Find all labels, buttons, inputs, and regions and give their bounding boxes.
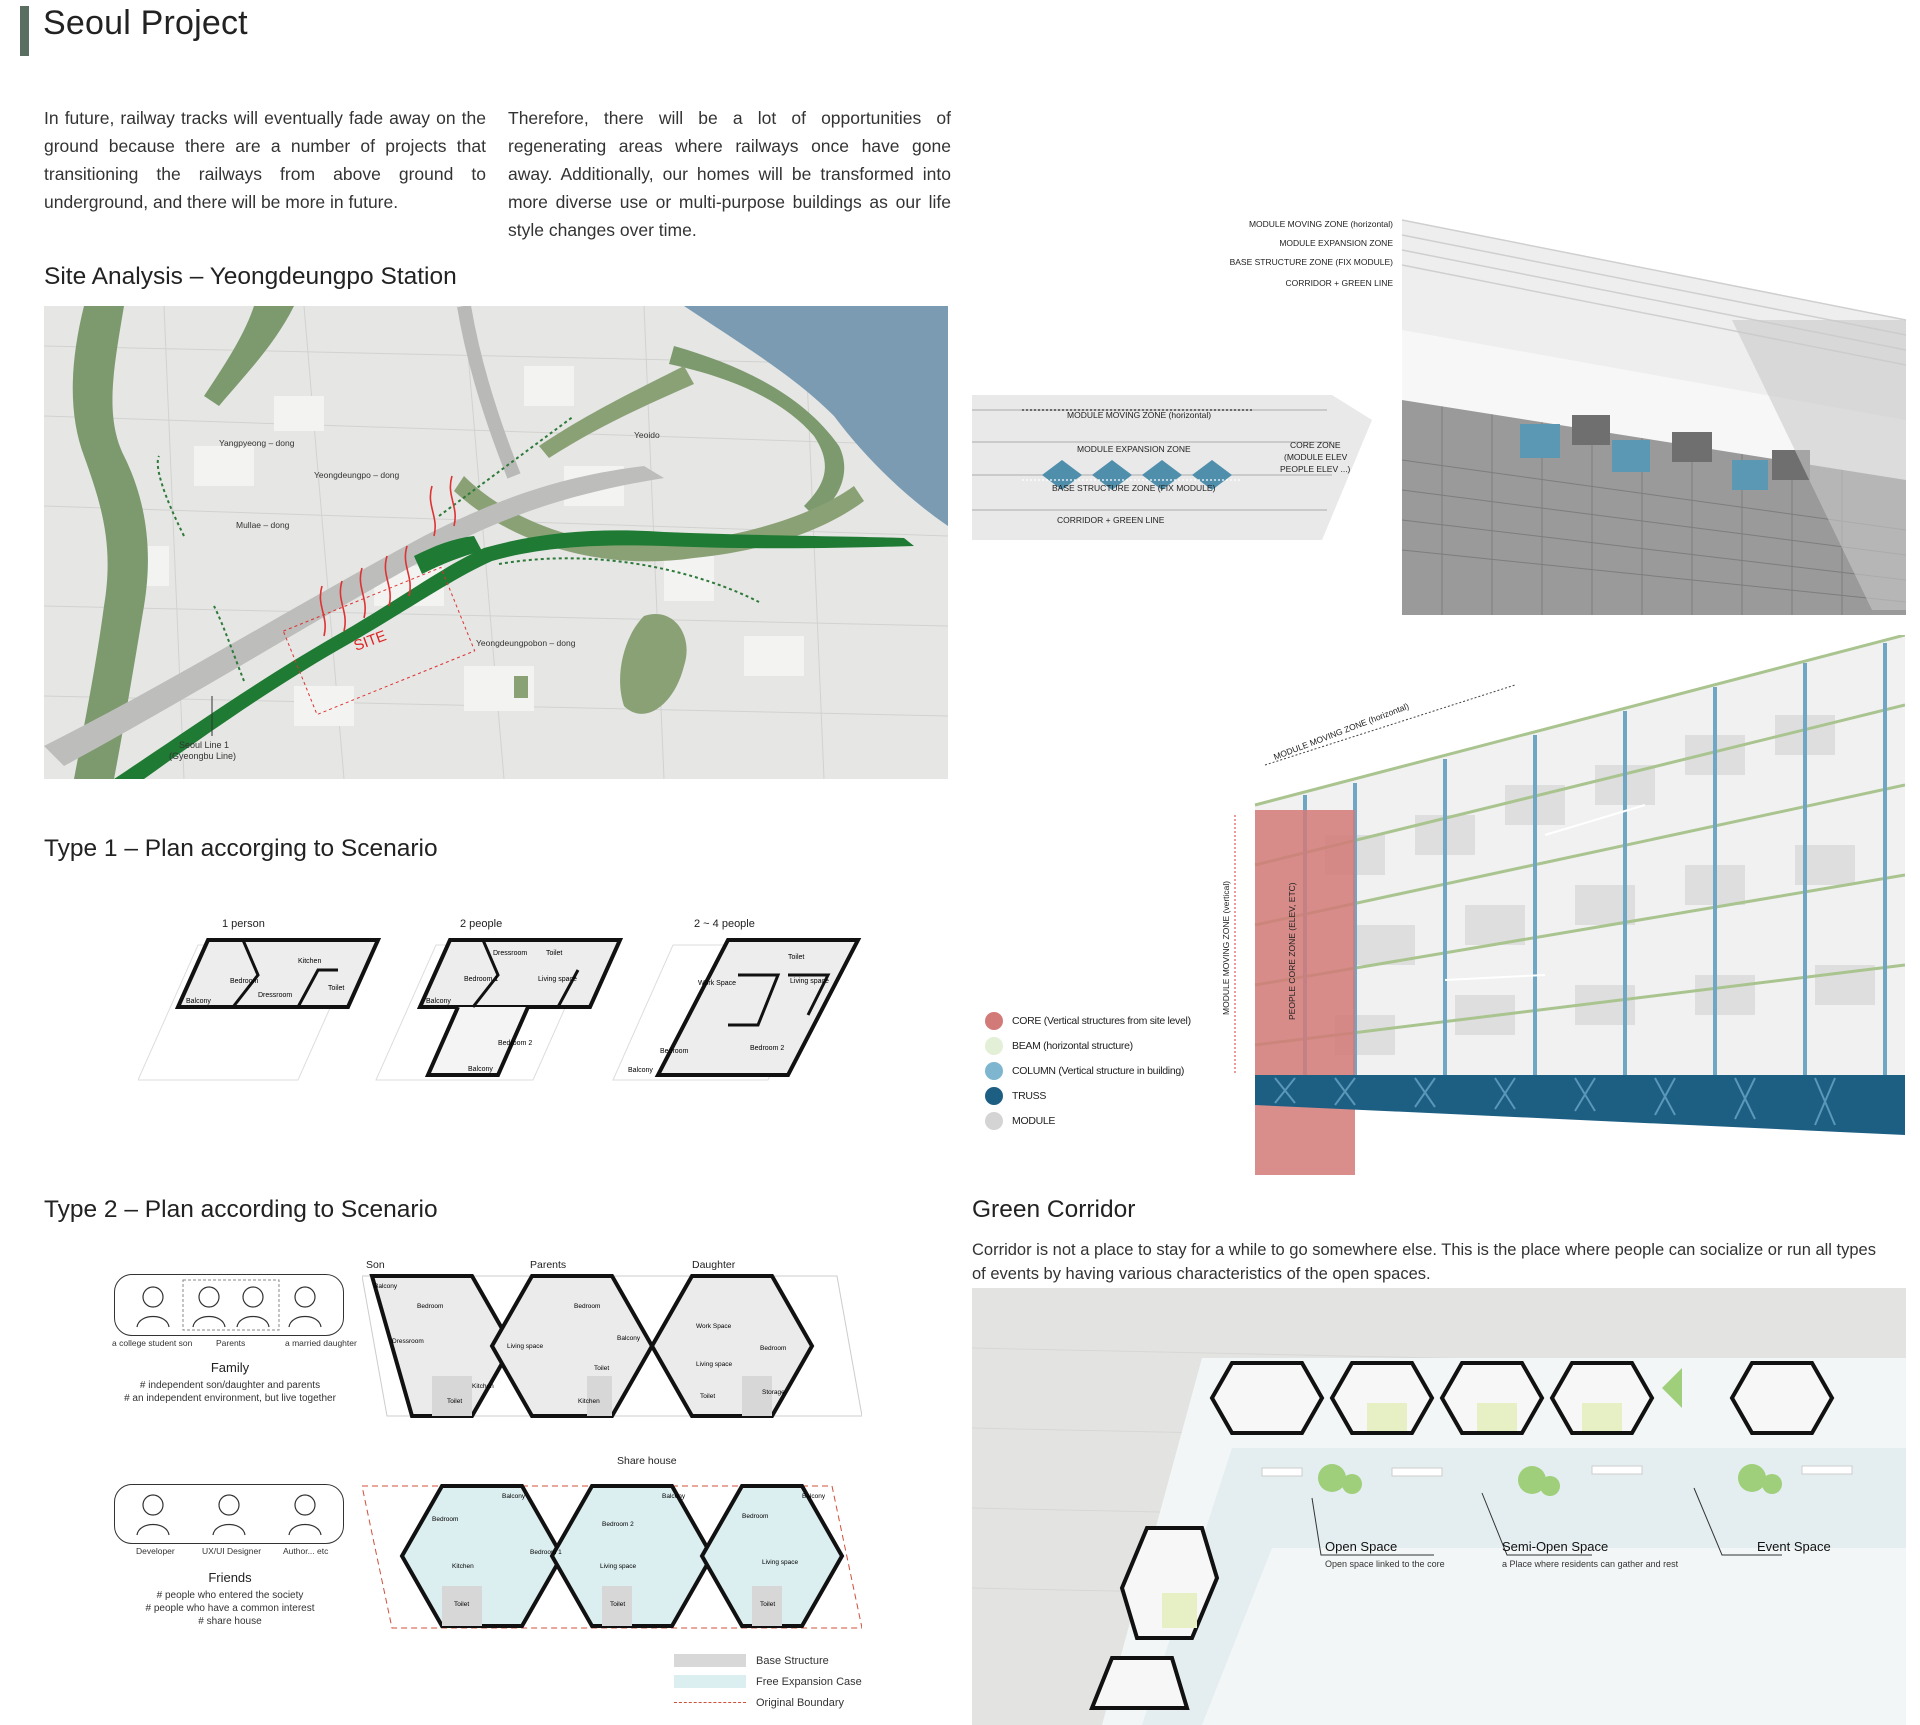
label-yeongdeungpo: Yeongdeungpo – dong — [314, 470, 400, 480]
event-space-label: Event Space — [1757, 1539, 1831, 1554]
key-free-expansion: Free Expansion Case — [756, 1675, 862, 1688]
svg-text:Bedroom 1: Bedroom 1 — [464, 976, 499, 983]
family-plan-son: Son — [366, 1259, 385, 1271]
plan2-label: 2 people — [460, 918, 503, 930]
legend-dot-module — [985, 1112, 1003, 1130]
friends-heading: Friends — [208, 1570, 252, 1585]
friends-caption-author: Author... etc — [283, 1546, 329, 1556]
key-swatch-boundary — [674, 1702, 746, 1703]
friends-note-1: # people who entered the society — [156, 1590, 304, 1601]
family-caption-son: a college student son — [112, 1338, 193, 1348]
inner-moving: MODULE MOVING ZONE (horizontal) — [1067, 410, 1212, 420]
family-plan-daughter: Daughter — [692, 1259, 736, 1271]
svg-text:Balcony: Balcony — [502, 1493, 526, 1500]
svg-text:Storage: Storage — [762, 1389, 785, 1396]
legend-dot-column — [985, 1062, 1003, 1080]
svg-text:Toilet: Toilet — [447, 1398, 463, 1405]
svg-text:Bedroom: Bedroom — [417, 1303, 444, 1310]
page-title: Seoul Project — [43, 4, 248, 42]
svg-text:Toilet: Toilet — [594, 1365, 610, 1372]
label-line1: Seoul Line 1 — [179, 740, 230, 750]
structure-label-core: PEOPLE CORE ZONE (ELEV, ETC) — [1287, 882, 1297, 1020]
svg-text:Toilet: Toilet — [788, 954, 805, 961]
inner-core1: CORE ZONE — [1290, 440, 1341, 450]
site-analysis-title: Site Analysis – Yeongdeungpo Station — [44, 263, 457, 290]
friends-caption-designer: UX/UI Designer — [202, 1546, 262, 1556]
label-site: SITE — [351, 627, 389, 655]
section-label-expansion: MODULE EXPANSION ZONE — [1279, 238, 1393, 248]
svg-text:Kitchen: Kitchen — [452, 1563, 474, 1570]
share-house-plans — [362, 1456, 862, 1638]
svg-text:Living space: Living space — [762, 1559, 799, 1566]
key-swatch-base — [674, 1654, 746, 1667]
svg-text:Living space: Living space — [790, 978, 829, 985]
semi-open-space-note: a Place where residents can gather and rest — [1502, 1559, 1679, 1569]
label-mullae: Mullae – dong — [236, 520, 290, 530]
section-label-moving: MODULE MOVING ZONE (horizontal) — [1248, 219, 1393, 229]
legend-truss: TRUSS — [1012, 1089, 1047, 1102]
svg-text:Bedroom: Bedroom — [742, 1513, 769, 1520]
site-map — [44, 306, 948, 779]
legend-column: COLUMN (Vertical structure in building) — [1012, 1064, 1185, 1077]
green-corridor-title: Green Corridor — [972, 1196, 1136, 1223]
svg-text:Bedroom: Bedroom — [574, 1303, 601, 1310]
svg-text:Toilet: Toilet — [454, 1601, 470, 1608]
svg-text:Balcony: Balcony — [662, 1493, 686, 1500]
svg-text:Toilet: Toilet — [760, 1601, 776, 1608]
title-accent-bar — [20, 6, 29, 56]
section-label-base: BASE STRUCTURE ZONE (FIX MODULE) — [1229, 257, 1393, 267]
legend-module: MODULE — [1012, 1114, 1056, 1127]
svg-text:Toilet: Toilet — [700, 1393, 716, 1400]
svg-text:Dressroom: Dressroom — [392, 1338, 424, 1345]
svg-text:Dressroom: Dressroom — [258, 992, 293, 999]
friends-persona-box — [114, 1484, 344, 1544]
svg-text:Bedroom: Bedroom — [230, 978, 259, 985]
svg-text:Balcony: Balcony — [374, 1283, 398, 1290]
svg-text:Bedroom 1: Bedroom 1 — [530, 1549, 562, 1556]
family-note-1: # independent son/daughter and parents — [139, 1380, 321, 1391]
legend-core: CORE (Vertical structures from site level) — [1012, 1014, 1191, 1027]
friends-note-2: # people who have a common interest — [145, 1603, 315, 1614]
svg-text:Bedroom 2: Bedroom 2 — [498, 1040, 533, 1047]
svg-text:Living space: Living space — [507, 1343, 544, 1350]
legend-dot-beam — [985, 1037, 1003, 1055]
intro-left-paragraph: In future, railway tracks will eventually fade away on the ground because there are a number of projects that transitioning the railways from above ground to underground, and there will be more in future. — [44, 108, 486, 212]
svg-text:Bedroom: Bedroom — [660, 1048, 689, 1055]
open-space-label: Open Space — [1325, 1539, 1398, 1554]
type1-plans — [138, 915, 878, 1085]
family-heading: Family — [210, 1360, 250, 1375]
svg-text:Bedroom 2: Bedroom 2 — [602, 1521, 634, 1528]
friends-note-3: # share house — [198, 1616, 262, 1627]
family-hex-plans — [362, 1258, 862, 1430]
svg-text:Dressroom: Dressroom — [493, 950, 528, 957]
svg-text:Kitchen: Kitchen — [298, 958, 322, 965]
key-base-structure: Base Structure — [756, 1654, 829, 1667]
family-persona-box — [114, 1274, 344, 1336]
family-caption-daughter: a married daughter — [285, 1338, 357, 1348]
type2-title: Type 2 – Plan according to Scenario — [44, 1196, 438, 1223]
svg-text:Kitchen: Kitchen — [578, 1398, 600, 1405]
svg-text:Bedroom 2: Bedroom 2 — [750, 1045, 785, 1052]
section-label-corridor: CORRIDOR + GREEN LINE — [1285, 278, 1393, 288]
inner-base: BASE STRUCTURE ZONE (FIX MODULE) — [1052, 483, 1216, 493]
svg-text:Living space: Living space — [538, 976, 577, 983]
family-plan-parents: Parents — [530, 1259, 567, 1271]
svg-text:Balcony: Balcony — [628, 1067, 653, 1074]
label-yeongdeungpobon: Yeongdeungpobon – dong — [476, 638, 576, 648]
svg-text:Work Space: Work Space — [698, 980, 736, 987]
label-line1b: (Gyeongbu Line) — [169, 751, 237, 761]
svg-text:Balcony: Balcony — [802, 1493, 826, 1500]
legend-beam: BEAM (horizontal structure) — [1012, 1039, 1133, 1052]
svg-text:Bedroom: Bedroom — [760, 1345, 787, 1352]
svg-text:Toilet: Toilet — [328, 985, 345, 992]
svg-text:Balcony: Balcony — [617, 1335, 641, 1342]
svg-text:Living space: Living space — [696, 1361, 733, 1368]
svg-text:Bedroom: Bedroom — [432, 1516, 459, 1523]
inner-core3: PEOPLE ELEV ...) — [1280, 464, 1351, 474]
key-original-boundary: Original Boundary — [756, 1696, 845, 1709]
section-diagram — [972, 210, 1906, 620]
svg-text:Living space: Living space — [600, 1563, 637, 1570]
plan1-label: 1 person — [222, 918, 265, 930]
key-swatch-expansion — [674, 1675, 746, 1688]
label-yeoido: Yeoido — [634, 430, 660, 440]
intro-right-paragraph: Therefore, there will be a lot of opportunities of regenerating areas where railways once have gone away. Additionally, our homes will be transformed into more diverse use or multi-purpose buildings as our life style changes over time. — [508, 108, 951, 240]
type2-key — [674, 1650, 862, 1713]
site-map-graphic — [44, 306, 948, 779]
svg-text:Balcony: Balcony — [186, 998, 211, 1005]
svg-text:Balcony: Balcony — [426, 998, 451, 1005]
friends-caption-developer: Developer — [136, 1546, 175, 1556]
inner-expansion: MODULE EXPANSION ZONE — [1077, 444, 1191, 454]
inner-corridor: CORRIDOR + GREEN LINE — [1057, 515, 1165, 525]
legend-dot-truss — [985, 1087, 1003, 1105]
svg-text:Work Space: Work Space — [696, 1323, 732, 1330]
svg-text:Toilet: Toilet — [546, 950, 563, 957]
structure-label-moving-h: MODULE MOVING ZONE (horizontal) — [1272, 700, 1411, 762]
structure-legend — [985, 1008, 1191, 1133]
share-house-label: Share house — [617, 1456, 677, 1467]
legend-dot-core — [985, 1012, 1003, 1030]
green-corridor-text: Corridor is not a place to stay for a while to go somewhere else. This is the place where people can socialize or run all types of events by having various characteristics of the open spaces. — [972, 1241, 1876, 1283]
inner-core2: (MODULE ELEV — [1284, 452, 1348, 462]
open-space-note: Open space linked to the core — [1325, 1559, 1445, 1569]
structure-label-moving-v: MODULE MOVING ZONE (vertical) — [1221, 880, 1231, 1015]
plan3-label: 2 ~ 4 people — [694, 918, 755, 930]
label-yangpyeong: Yangpyeong – dong — [219, 438, 295, 448]
svg-text:Balcony: Balcony — [468, 1066, 493, 1073]
type1-title: Type 1 – Plan accorging to Scenario — [44, 835, 438, 862]
svg-text:Toilet: Toilet — [610, 1601, 626, 1608]
family-caption-parents: Parents — [216, 1338, 246, 1348]
structure-diagram — [1215, 635, 1905, 1175]
semi-open-space-label: Semi-Open Space — [1502, 1539, 1609, 1554]
svg-text:Kitchen: Kitchen — [472, 1383, 494, 1390]
family-note-2: # an independent environment, but live together — [124, 1393, 336, 1404]
green-corridor-plan — [972, 1288, 1906, 1725]
